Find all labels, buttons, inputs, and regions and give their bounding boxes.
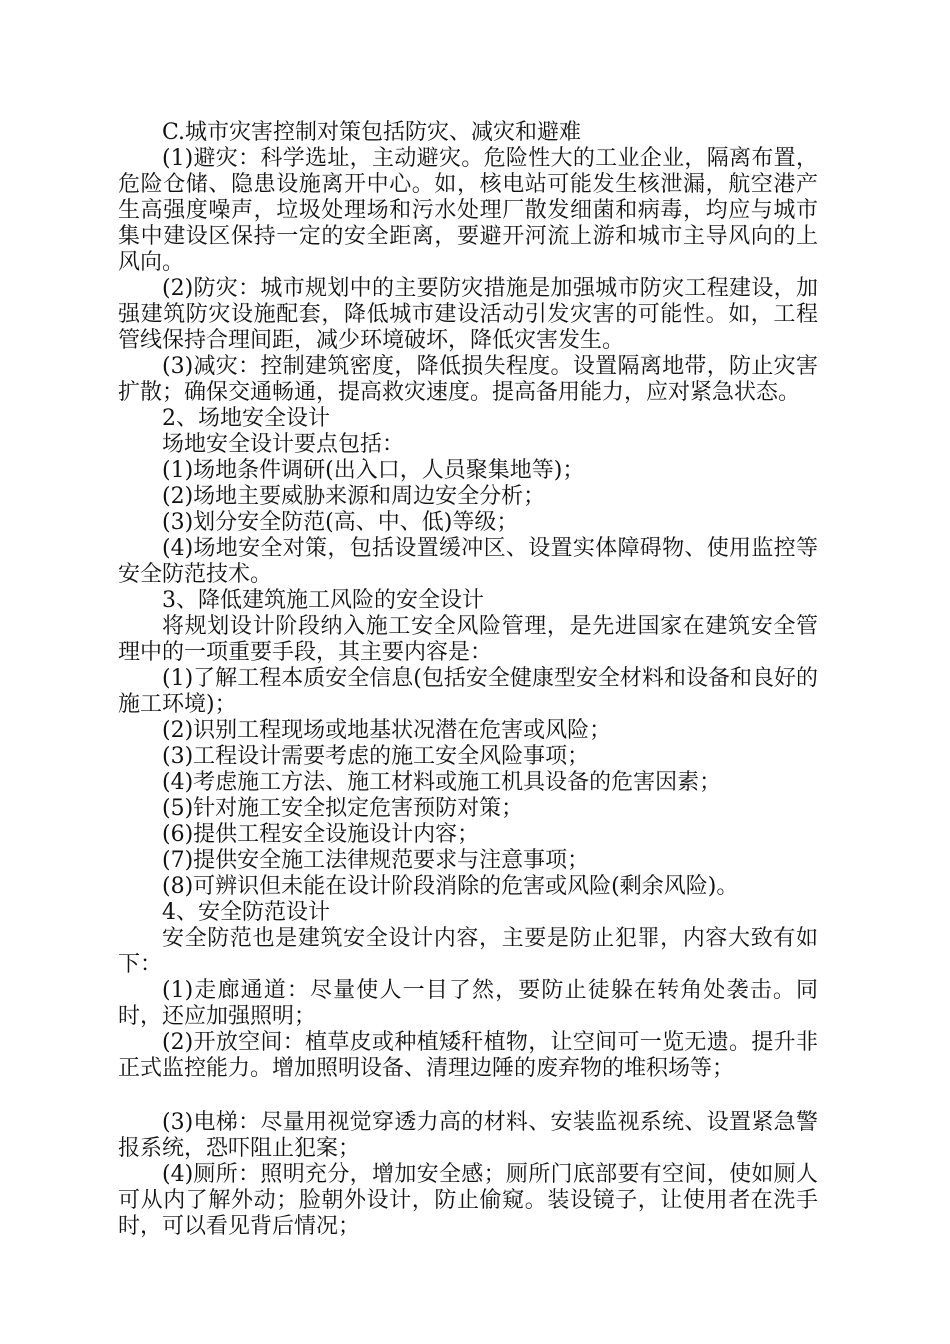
list-item-construction-8: (8)可辨识但未能在设计阶段消除的危害或风险(剩余风险)。 — [162, 874, 739, 899]
list-item-site-4: (4)场地安全对策，包括设置缓冲区、设置实体障碍物、使用监控等安全防范技术。 — [118, 536, 818, 587]
paragraph-section-c-heading: C.城市灾害控制对策包括防灾、减灾和避难 — [162, 120, 582, 145]
paragraph-construction-intro: 将规划设计阶段纳入施工安全风险管理，是先进国家在建筑安全管理中的一项重要手段，其主要内容是： — [118, 614, 818, 665]
list-item-security-corridor: (1)走廊通道：尽量使人一目了然，要防止徒躲在转角处袭击。同时，还应加强照明； — [118, 978, 818, 1029]
list-item-construction-3: (3)工程设计需要考虑的施工安全风险事项； — [162, 744, 590, 769]
list-item-construction-1: (1)了解工程本质安全信息(包括安全健康型安全材料和设备和良好的施工环境)； — [118, 666, 818, 717]
list-item-construction-6: (6)提供工程安全设施设计内容； — [162, 822, 480, 847]
list-item-construction-4: (4)考虑施工方法、施工材料或施工机具设备的危害因素； — [162, 770, 722, 795]
section-heading-construction-risk: 3、降低建筑施工风险的安全设计 — [162, 588, 484, 613]
list-item-security-restroom: (4)厕所：照明充分，增加安全感；厕所门底部要有空间，使如厕人可从内了解外动；脸朝外设计，防止偷窥。装设镜子，让使用者在洗手时，可以看见背后情况； — [118, 1162, 818, 1239]
list-item-construction-2: (2)识别工程现场或地基状况潜在危害或风险； — [162, 718, 612, 743]
section-heading-site-safety: 2、场地安全设计 — [162, 406, 330, 431]
list-item-site-1: (1)场地条件调研(出入口，人员聚集地等)； — [162, 458, 585, 483]
list-item-security-elevator: (3)电梯：尽量用视觉穿透力高的材料、安装监视系统、设置紧急警报系统，恐吓阻止犯案； — [118, 1110, 818, 1161]
paragraph-site-safety-intro: 场地安全设计要点包括： — [162, 432, 405, 457]
section-heading-security-design: 4、安全防范设计 — [162, 900, 330, 925]
document-body — [118, 120, 818, 1240]
paragraph-gap — [118, 1082, 818, 1110]
paragraph-security-intro: 安全防范也是建筑安全设计内容，主要是防止犯罪，内容大致有如下： — [118, 926, 818, 977]
list-item-construction-7: (7)提供安全施工法律规范要求与注意事项； — [162, 848, 590, 873]
list-item-site-2: (2)场地主要威胁来源和周边安全分析； — [162, 484, 546, 509]
list-item-site-3: (3)划分安全防范(高、中、低)等级； — [162, 510, 519, 535]
paragraph-prevent-disaster: (2)防灾：城市规划中的主要防灾措施是加强城市防灾工程建设，加强建筑防灾设施配套，降低城市建设活动引发灾害的可能性。如，工程管线保持合理间距，减少环境破坏，降低灾害发生。 — [118, 276, 818, 353]
paragraph-avoid-disaster: (1)避灾：科学选址，主动避灾。危险性大的工业企业，隔离布置，危险仓储、隐患设施离开中心。如，核电站可能发生核泄漏，航空港产生高强度噪声，垃圾处理场和污水处理厂散发细菌和病毒，均应与城市集中建设区保持一定的安全距离，要避开河流上游和城市主导风向的上风向。 — [118, 146, 818, 275]
list-item-security-open-space: (2)开放空间：植草皮或种植矮秆植物，让空间可一览无遗。提升非正式监控能力。增加照明设备、清理边陲的废弃物的堆积场等； — [118, 1030, 818, 1081]
paragraph-reduce-disaster: (3)减灾：控制建筑密度，降低损失程度。设置隔离地带，防止灾害扩散；确保交通畅通，提高救灾速度。提高备用能力，应对紧急状态。 — [118, 354, 818, 405]
list-item-construction-5: (5)针对施工安全拟定危害预防对策； — [162, 796, 524, 821]
